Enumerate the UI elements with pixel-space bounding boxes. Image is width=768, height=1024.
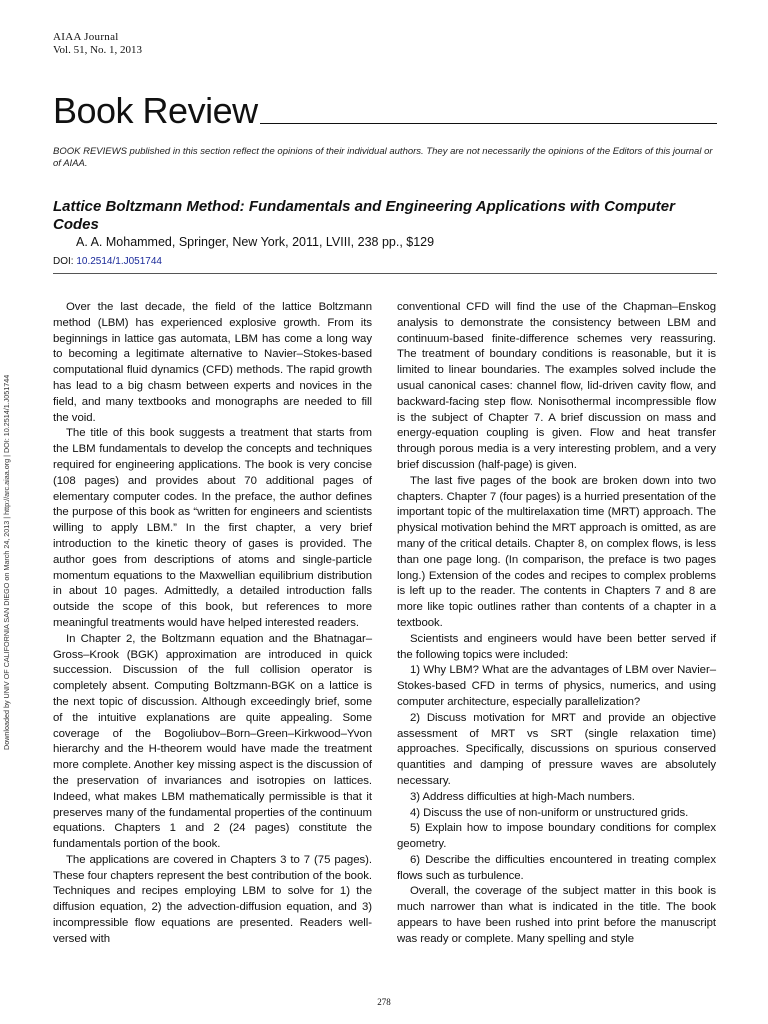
list-item: 4) Discuss the use of non-uniform or unstructured grids. — [410, 806, 689, 819]
paragraph: conventional CFD will find the use of the Chapman–Enskog analysis to demonstrate the consistency between LBM and continuum-based finite-difference schemes very reassuring. The treatment of boundary conditions is reasonable, but it is limited to linear boundaries. The examples solved include the usual canonical cases: channel flow, lid-driven cavity flow, and backward-facing step flow. Nonisothermal incompressible flow is the subject of Chapter 7. A brief discussion on mass and energy-equation coupling is given. Flow and heat transfer through porous media is a very interesting problem, and a very brief discussion (half-page) is given. — [397, 301, 716, 471]
download-side-note: Downloaded by UNIV OF CALIFORNIA SAN DIEGO on March 24, 2013 | http://arc.aiaa.org | DOI: 10.2514/1.J051744 — [2, 374, 11, 750]
paragraph: Over the last decade, the field of the lattice Boltzmann method (LBM) has experienced explosive growth. From its beginnings in lattice gas automata, LBM has come a long way to becoming a legitimate alternative to Navier–Stokes-based computational fluid dynamics (CFD) methods. The rapid growth has lead to a big chasm between experts and novices in the field, and many textbooks and monographs are needed to fill the void. — [53, 301, 372, 424]
doi-divider — [53, 273, 717, 274]
doi-line — [53, 256, 162, 268]
paragraph: The applications are covered in Chapters 3 to 7 (75 pages). These four chapters represent the best contribution of the book. Techniques and recipes employing LBM to solve for 1) the diffusion equation, 2) the advection-diffusion equation, and 3) incompressible flow equations are presented. Readers well-versed with — [53, 853, 372, 945]
journal-name: AIAA Journal — [53, 31, 119, 43]
list-item: 3) Address difficulties at high-Mach numbers. — [410, 790, 635, 803]
paragraph: Overall, the coverage of the subject matter in this book is much narrower than what is indicated in the title. The book appears to have been rushed into print before the manuscript was ready or complete. Many spelling and style — [397, 885, 716, 945]
paragraph: The last five pages of the book are broken down into two chapters. Chapter 7 (four pages) is a hurried presentation of the important topic of the multirelaxation time (MRT) approach. The physical motivation behind the MRT approach is omitted, as are many of the critical details. Chapter 8, on complex flows, is less than one page long. (In comparison, the preface is two pages long.) Extension of the codes and recipes to complex problems is left up to the reader. The contents in Chapters 7 and 8 are more like topic outlines rather than contents of a chapter in a textbook. — [397, 474, 716, 629]
book-title: Lattice Boltzmann Method: Fundamentals and Engineering Applications with Computer Codes — [53, 198, 675, 233]
list-item: 2) Discuss motivation for MRT and provide an objective assessment of MRT vs SRT (single relaxation time) approaches. Specifically, discussions on spurious conserved quantities and damping of pressure waves are absolutely necessary. — [397, 711, 716, 787]
list-item: 5) Explain how to impose boundary conditions for complex geometry. — [397, 822, 716, 851]
doi-link[interactable]: 10.2514/1.J051744 — [76, 256, 162, 267]
paragraph: In Chapter 2, the Boltzmann equation and the Bhatnagar–Gross–Krook (BGK) approximation are introduced in quick succession. Discussion of the full collision operator is completely absent. Computing Boltzmann-BGK on a lattice is the next topic of discussion. Although exceedingly brief, some of the intuitive explanations are quite appealing. Some coverage of the Bogoliubov–Born–Green–Kirkwood–Yvon hierarchy and the H-theorem would have made the treatment more complete. Another key missing aspect is the discussion of the preservation of invariances and isotropies on lattices. Indeed, what makes LBM mathematically permissible is that it preserves many of the fundamental properties of the continuum equations. Chapters 1 and 2 (24 pages) constitute the fundamentals portion of the book. — [53, 632, 372, 851]
list-item: 1) Why LBM? What are the advantages of LBM over Navier–Stokes-based CFD in terms of physics, numerics, and using computer architecture, especially parallelization? — [397, 664, 716, 708]
paragraph: The title of this book suggests a treatment that starts from the LBM fundamentals to develop the concepts and techniques required for engineering applications. The book is very concise (108 pages) and provides about 70 additional pages of elementary computer codes. In the preface, the author defines the purpose of this book as “written for engineers and scientists willing to apply LBM.” In the first chapter, a very brief introduction to the kinetic theory of gases is provided. The author goes from descriptions of atoms and single-particle momentum equations to the Maxwellian equilibrium distribution in about 10 pages. Admittedly, a detailed introduction falls outside the scope of this book, but references to more meaningful treatments would have helped interested readers. — [53, 427, 372, 629]
journal-volume: Vol. 51, No. 1, 2013 — [53, 44, 143, 56]
paragraph: Scientists and engineers would have been better served if the following topics were included: — [397, 632, 716, 661]
header-rule — [260, 123, 717, 124]
disclaimer: BOOK REVIEWS published in this section reflect the opinions of their individual authors. They are not necessarily the opinions of the Editors of this journal or of AIAA. — [53, 146, 713, 169]
section-header — [53, 92, 717, 130]
list-item: 6) Describe the difficulties encountered in treating complex flows such as turbulence. — [397, 853, 716, 882]
book-info: A. A. Mohammed, Springer, New York, 2011, LVIII, 238 pp., $129 — [76, 235, 435, 249]
section-title: Book Review — [53, 90, 258, 131]
journal-header — [53, 31, 142, 57]
right-column — [397, 300, 716, 948]
page-number: 278 — [377, 997, 391, 1007]
left-column — [53, 300, 372, 948]
doi-label: DOI: — [53, 256, 74, 267]
